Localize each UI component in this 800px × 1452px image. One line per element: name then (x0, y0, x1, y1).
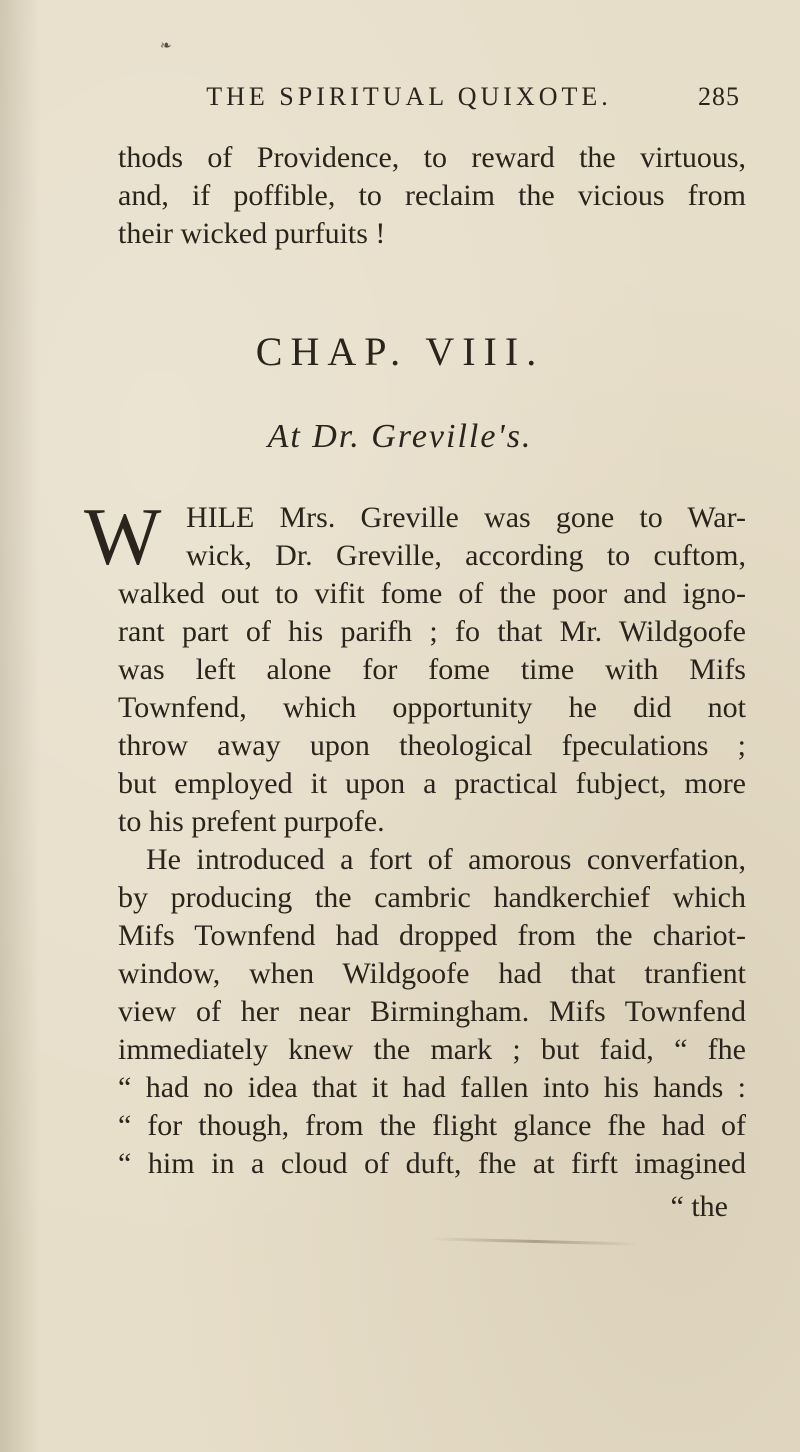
text-line: but employed it upon a practical fubject, more (118, 767, 746, 800)
text-line: He introduced a fort of amorous converfation, (146, 843, 746, 876)
text-line: “ him in a cloud of duft, fhe at firft imagined (118, 1147, 746, 1180)
page-ornament-mark: ❧ (160, 38, 172, 54)
text-line: and, if poffible, to reclaim the vicious from (118, 179, 746, 212)
text-line: immediately knew the mark ; but faid, “ fhe (118, 1033, 746, 1066)
text-line: throw away upon theological fpeculations ; (118, 729, 746, 762)
ink-smudge (430, 1237, 640, 1245)
text-line: “ had no idea that it had fallen into his hands : (118, 1071, 746, 1104)
running-header (100, 82, 740, 112)
text-line: walked out to vifit fome of the poor and igno- (118, 577, 746, 610)
text-line: was left alone for fome time with Mifs (118, 653, 746, 686)
text-line: by producing the cambric handkerchief which (118, 881, 746, 914)
text-line: Mifs Townfend had dropped from the chariot- (118, 919, 746, 952)
chapter-subheading: At Dr. Greville's. (267, 418, 533, 455)
running-title: THE SPIRITUAL QUIXOTE. (206, 82, 612, 111)
chapter-heading: CHAP. VIII. (255, 329, 545, 374)
text-line: HILE Mrs. Greville was gone to War- (186, 501, 746, 534)
catchword: “ the (670, 1190, 728, 1223)
text-line: to his prefent purpofe. (118, 805, 385, 838)
text-line: their wicked purfuits ! (118, 217, 386, 250)
text-line: “ for though, from the flight glance fhe had of (118, 1109, 746, 1142)
text-line: thods of Providence, to reward the virtuous, (118, 141, 746, 174)
text-line: view of her near Birmingham. Mifs Townfend (118, 995, 746, 1028)
page-number: 285 (698, 82, 740, 111)
text-line: rant part of his parifh ; fo that Mr. Wildgoofe (118, 615, 746, 648)
text-line: Townfend, which opportunity he did not (118, 691, 746, 724)
text-line: wick, Dr. Greville, according to cuftom, (186, 539, 746, 572)
drop-cap: W (84, 491, 162, 582)
text-line: window, when Wildgoofe had that tranfient (118, 957, 746, 990)
